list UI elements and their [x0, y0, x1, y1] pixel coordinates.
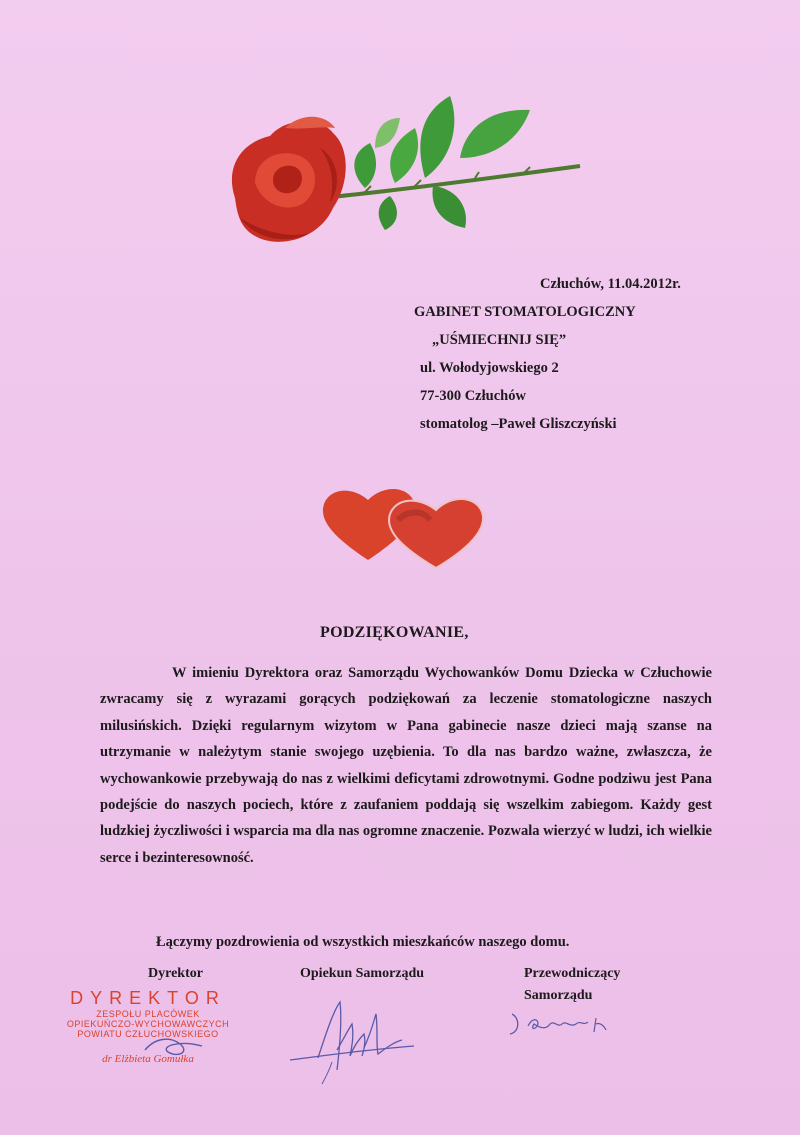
- recipient-line-4: 77-300 Człuchów: [420, 388, 526, 404]
- director-label: Dyrektor: [148, 966, 203, 981]
- chair-label-line-1: Przewodniczący: [524, 966, 621, 981]
- recipient-line-2: „UŚMIECHNIJ SIĘ”: [432, 332, 567, 348]
- stamp-name: dr Elżbieta Gomułka: [102, 1053, 194, 1065]
- stamp-title: DYREKTOR: [70, 988, 226, 1008]
- recipient-line-1: GABINET STOMATOLOGICZNY: [414, 304, 636, 320]
- letter-body: [100, 660, 712, 871]
- director-signature: [140, 1032, 210, 1062]
- hearts-illustration: [318, 480, 490, 572]
- chair-signature: [506, 1010, 626, 1040]
- guardian-label: Opiekun Samorządu: [300, 966, 425, 981]
- chair-label-line-2: Samorządu: [524, 988, 593, 1003]
- guardian-signature: [282, 990, 422, 1090]
- stamp-line-1: ZESPOŁU PLACÓWEK: [96, 1009, 200, 1019]
- letter-date: Człuchów, 11.04.2012r.: [540, 276, 681, 292]
- stamp-line-2: OPIEKUŃCZO-WYCHOWAWCZYCH: [66, 1019, 230, 1029]
- recipient-line-5: stomatolog –Paweł Gliszczyński: [420, 416, 617, 432]
- rose-illustration: [225, 88, 585, 258]
- stamp-line-3: POWIATU CZŁUCHOWSKIEGO: [77, 1029, 219, 1039]
- letter-body-text: W imieniu Dyrektora oraz Samorządu Wychowanków Domu Dziecka w Człuchowie zwracamy się z wyrazami gorących podziękowań za leczenie stomatologiczne naszych milusińskich. Dzięki regularnym wizytom w Pana gabinecie nasze dzieci mają szanse na utrzymanie w należytym stanie swojego uzębienia. To dla nas bardzo ważne, zwłaszcza, że wychowankowie przebywają do nas z wielkimi deficytami zdrowotnymi. Godne podziwu jest Pana podejście do naszych pociech, które z zaufaniem poddają się wszelkim zabiegom. Każdy gest ludzkiej życzliwości i wsparcia ma dla nas ogromne znaczenie. Pozwala wierzyć w ludzi, ich wielkie serce i bezinteresowność.: [100, 665, 712, 866]
- recipient-line-3: ul. Wołodyjowskiego 2: [420, 360, 559, 376]
- letter-closing: Łączymy pozdrowienia od wszystkich mieszkańców naszego domu.: [156, 934, 570, 950]
- letter-title: PODZIĘKOWANIE,: [320, 624, 469, 641]
